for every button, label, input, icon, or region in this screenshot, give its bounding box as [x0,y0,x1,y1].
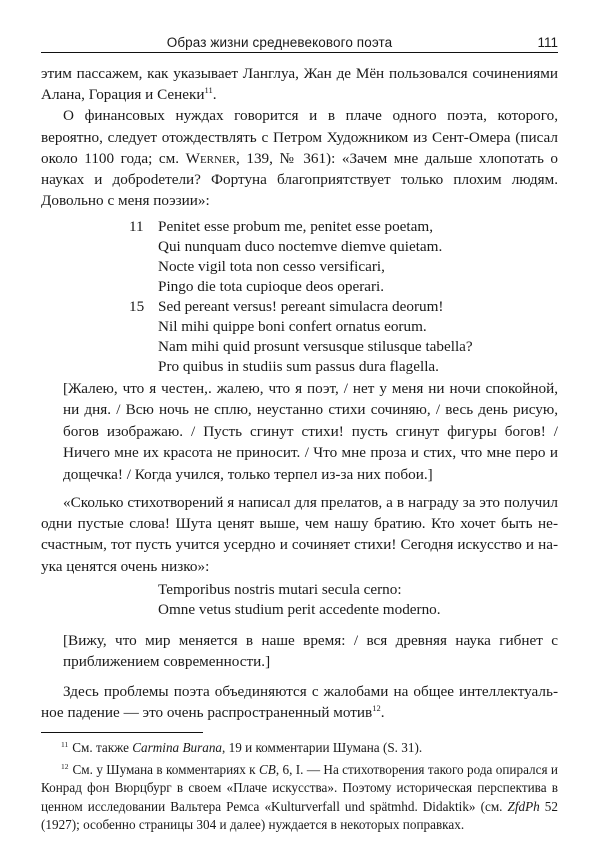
work-title: Carmina Burana [132,740,223,755]
paragraph-text: , 139, № 361): «Зачем мне дальше хлопотать о науках и доброdетели? Фортуна благоприятствует только плохим людям. Довольно с меня поэзии»: [41,149,559,210]
verse-text: Nil mihi quippe boni confert ornatus eorum. [158,318,427,335]
line-number: 11 [129,218,144,235]
footnote-separator [41,732,203,733]
verse-line [129,297,473,317]
verse-line [158,277,473,297]
footnote-text: , 19 и комментарии Шумана (S. 31). [222,740,423,755]
verse-text: Qui nunquam duco noctemve diemve quietam. [158,238,443,255]
running-title: Образ жизни средневекового поэта [166,35,393,50]
footnote-text: 52 (1927); особенно страницы 304 и далее) нуждается в некоторых поправках. [41,798,558,832]
footnote-text: , 6, I. — На стихотворения такого рода опирался и Конрад фон Вюрцбург в своем «Плаче искусства». Поэтому историческая перспектива в ценном исследовании Вальтера Ремса «Kulturverfall und spätmhd. Didaktik» (см. [41,761,558,814]
verse-text: Sed pereant versus! pereant simulacra deorum! [158,298,444,315]
footnotes [41,739,558,838]
footnote-text: См. у Шумана в комментариях к [72,761,259,777]
verse-line [158,237,473,257]
footnote-ref-11[interactable]: 11 [204,85,213,96]
footnote-ref-12[interactable]: 12 [372,703,381,714]
verse-line: Omne vetus studium perit accedente moderno. [158,601,441,618]
verse-text: Penitet esse probum me, penitet esse poetam, [158,218,433,235]
verse-translation-1: [Жалею, что я честен,. жалею, что я поэт, / нет у меня ни ночи спокойной, ни дня. / Всю ночь не сплю, неустанно стихи сочиняю, / весь день рисую, богов изображаю. / Пусть сгинут стихи! пусть сгинут фигуры богов! / Ничего мне их красота не приносит. / Что мне проза и стих, что мне перо и дощечка! / Когда учился, только терпел из-за них побои.] [63,380,558,483]
running-head [41,34,558,52]
paragraph-continuation [41,63,558,105]
author-citation: Werner [185,149,237,167]
verse-text: Nam mihi quid prosunt versusque stilusque tabella? [158,338,473,355]
paragraph-financial-needs [41,105,558,211]
header-rule [41,52,558,53]
line-number: 15 [129,298,145,315]
paragraph-text: этим пассажем, как указывает Ланглуа, Жан де Мён пользовался сочинениями Алана, Горация и Сенеки [41,65,558,104]
footnote-number: 12 [61,761,69,771]
verse-line [158,317,473,337]
verse-line [158,357,473,377]
verse-line [158,337,473,357]
journal-abbreviation: ZfdPh [507,798,540,814]
paragraph-quote-prelates: «Сколько стихотворений я написал для прелатов, а в награду за это получил одни пустые слова! Шута ценят выше, чем нашу братию. Кто хочет быть несчастным, тот пусть учится усердно и сочиняет стихи! Сегодня искусство и наука ценятся очень низко»: [41,494,558,575]
paragraph-text: Здесь проблемы поэта объединяются с жалобами на общее интеллектуальное падение — это очень распространенный мотив [41,683,558,722]
page-number: 111 [537,35,558,50]
body-text-block-3 [41,681,558,723]
latin-verse-block-2 [158,580,441,620]
punctuation: . [380,704,385,722]
paragraph-conclusion [41,681,558,723]
book-page [41,0,558,864]
verse-text: Pro quibus in studiis sum passus dura flagella. [158,358,439,375]
verse-text: Pingo die tota cupioque deos operari. [158,278,385,295]
verse-line [129,217,473,237]
verse-text: Nocte vigil tota non cesso versificari, [158,258,385,275]
latin-verse-block-1 [129,217,473,377]
footnote-11 [41,739,558,758]
paragraph-text: О финансовых нуждах говорится и в плаче одного поэта, которого, вероятно, следует отождествлять с Петром Художником из Сент-Омера (писал около 1100 года; см. [41,107,558,167]
punctuation: . [212,86,217,104]
body-text-block-2 [41,492,558,577]
footnote-number: 11 [61,740,69,749]
footnote-12 [41,761,558,835]
verse-line [158,257,473,277]
verse-translation-2: [Вижу, что мир меняется в наше время: / вся древняя наука гибнет с приближением современности.] [63,632,558,671]
footnote-text: См. также [72,740,133,755]
body-text-block-1 [41,63,558,211]
abbreviation: CB [258,761,276,777]
verse-line: Temporibus nostris mutari secula cerno: [158,581,402,598]
